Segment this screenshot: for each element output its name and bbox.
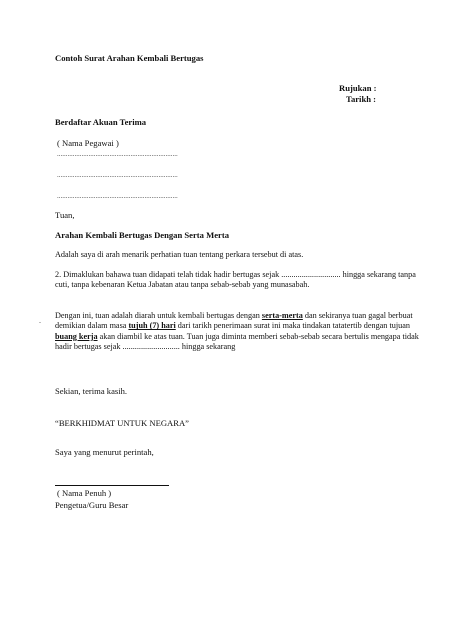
closing-line: Sekian, terima kasih. — [55, 386, 128, 396]
employee-name: ( Nama Pegawai ) — [57, 138, 119, 148]
paragraph-3 — [55, 311, 420, 353]
p3-text-g: akan diambil ke atas tuan. Tuan juga diminta memberi sebab-sebab secara bertulis mengapa tidak hadir bertugas sejak ............................ hingga sekarang — [55, 331, 419, 352]
margin-mark: . — [39, 316, 41, 325]
p3-text-a: Dengan ini, tuan adalah diarah untuk kembali bertugas dengan — [55, 311, 262, 320]
registered-mail-label: Berdaftar Akuan Terima — [55, 117, 147, 127]
signer-name: ( Nama Penuh ) — [57, 488, 112, 498]
paragraph-2: 2. Dimaklukan bahawa tuan didapati telah tidak hadir bertugas sejak ............................. hingga sekarang tanpa cuti, tanpa kebenaran Ketua Jabatan atau tanpa sebab-sebab yang munasabah. — [55, 270, 416, 290]
p3-text-c: dan sekiranya tuan gagal berbuat demikian dalam masa — [55, 311, 413, 331]
address-line-1: ..................................................................... — [57, 150, 178, 158]
motto: “BERKHIDMAT UNTUK NEGARA” — [55, 418, 189, 428]
address-line-2: ..................................................................... — [57, 171, 178, 179]
obedient-line: Saya yang menurut perintah, — [55, 447, 154, 457]
salutation: Tuan, — [55, 210, 75, 220]
p3-tujuh-hari: tujuh (7) hari — [128, 321, 176, 331]
address-line-3: ..................................................................... — [57, 192, 178, 200]
document-title: Contoh Surat Arahan Kembali Bertugas — [55, 53, 204, 63]
date-label: Tarikh : — [346, 94, 377, 104]
reference-label: Rujukan : — [339, 83, 377, 93]
p3-serta-merta: serta-merta — [261, 311, 303, 320]
subject-heading: Arahan Kembali Bertugas Dengan Serta Merta — [55, 230, 230, 240]
intro-paragraph: Adalah saya di arah menarik perhatian tuan tentang perkara tersebut di atas. — [55, 250, 304, 259]
p3-buang-kerja: buang kerja — [55, 331, 98, 341]
signer-position: Pengetua/Guru Besar — [55, 500, 129, 510]
signature-line — [55, 485, 169, 486]
p3-text-e: dari tarikh penerimaan surat ini maka tindakan tatatertib dengan tujuan — [175, 321, 410, 331]
